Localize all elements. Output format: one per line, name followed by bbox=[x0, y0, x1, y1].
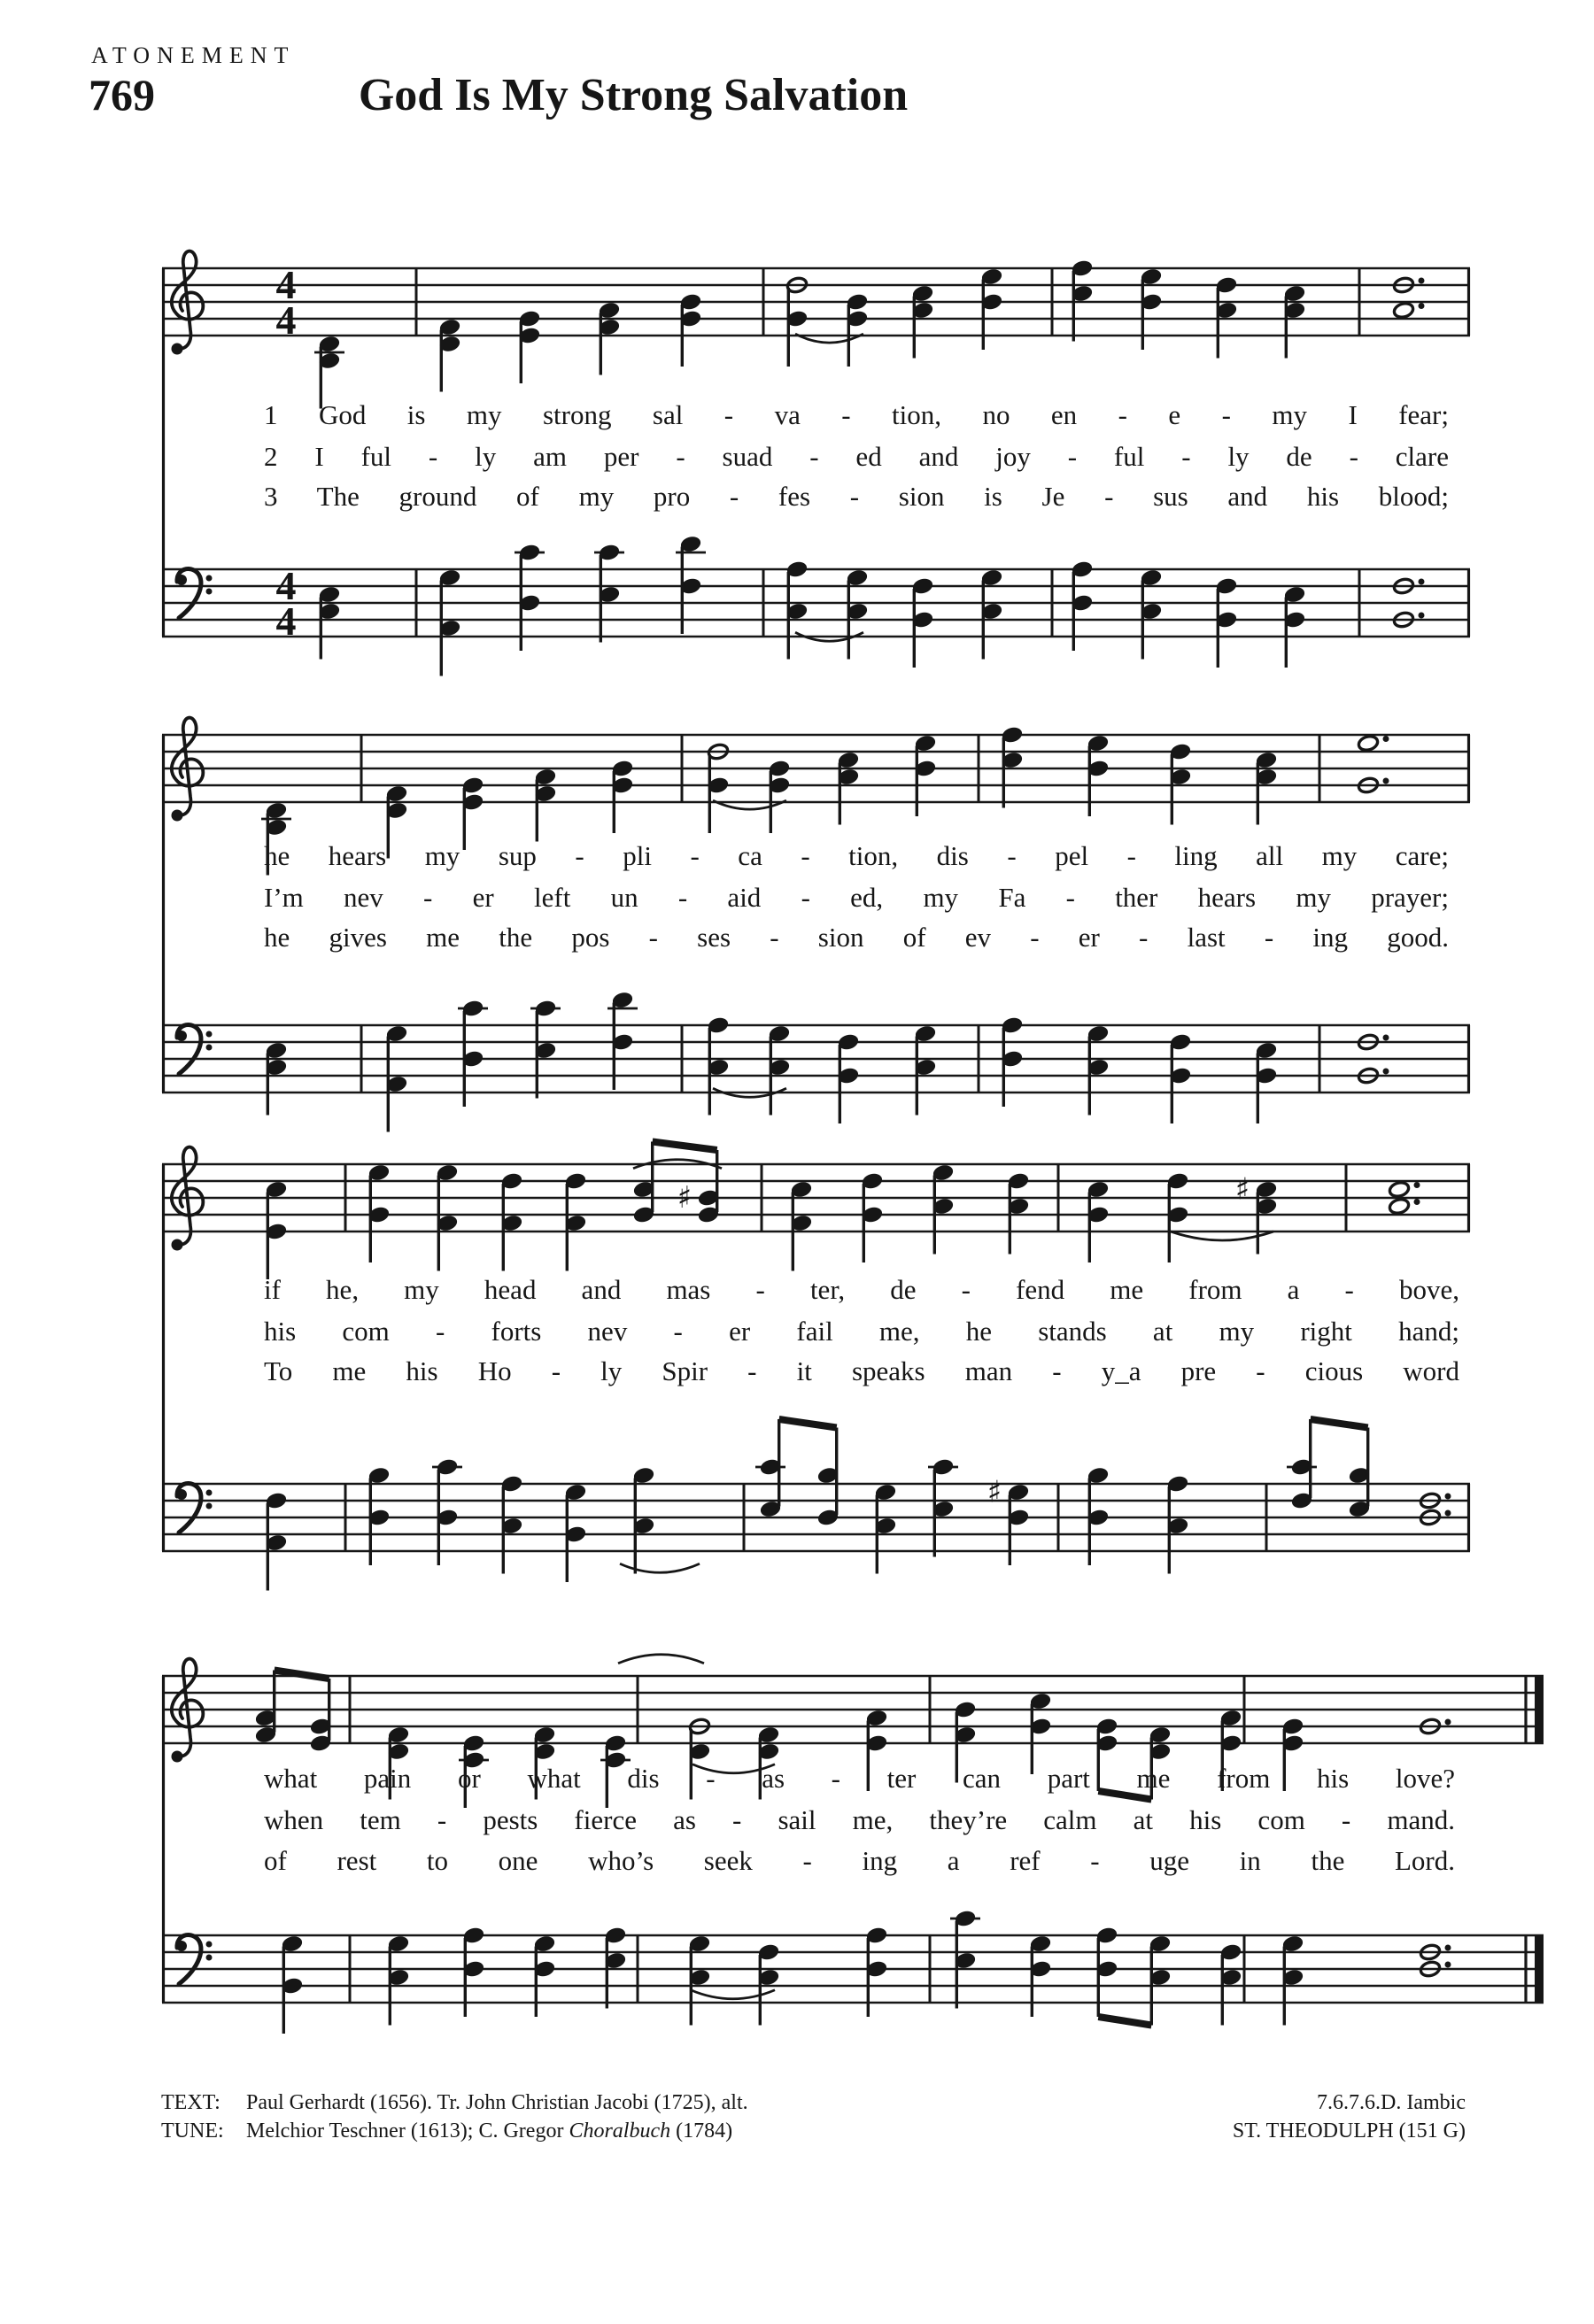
credit-tune-value-italic: Choralbuch bbox=[569, 2119, 671, 2143]
lyric-line: when tem - pests fierce as - sail me, they’re calm at his com - mand. bbox=[264, 1804, 1455, 1835]
lyric-line: if he, my head and mas - ter, de - fend me from a - bove, bbox=[264, 1274, 1459, 1305]
lyric-line: 2 I ful - ly am per - suad - ed and joy - ful - ly de - clare bbox=[264, 441, 1449, 472]
svg-text:4: 4 bbox=[275, 563, 297, 608]
lyric-line: I’m nev - er left un - aid - ed, my Fa - ther hears my prayer; bbox=[264, 882, 1449, 913]
credit-tune-value-post: (1784) bbox=[670, 2119, 733, 2143]
credit-text-line bbox=[161, 2091, 1135, 2115]
svg-text:♯: ♯ bbox=[987, 1474, 1002, 1510]
lyric-line: of rest to one who’s seek - ing a ref - uge in the Lord. bbox=[264, 1845, 1455, 1876]
meter-label: 7.6.7.6.D. Iambic bbox=[1317, 2091, 1466, 2114]
svg-text:♯: ♯ bbox=[677, 1180, 693, 1216]
credit-text-value: Paul Gerhardt (1656). Tr. John Christian Jacobi (1725), alt. bbox=[246, 2091, 748, 2114]
lyric-line: he gives me the pos - ses - sion of ev - er - last - ing good. bbox=[264, 922, 1449, 953]
hymn-number: 769 bbox=[89, 70, 155, 120]
svg-text:4: 4 bbox=[275, 297, 297, 343]
svg-text:♯: ♯ bbox=[1234, 1171, 1250, 1208]
svg-text:4: 4 bbox=[275, 598, 297, 644]
lyric-line: he hears my sup - pli - ca - tion, dis - pel - ling all my care; bbox=[264, 840, 1449, 871]
credit-tune-value-pre: Melchior Teschner (1613); C. Gregor bbox=[246, 2119, 569, 2143]
hymn-title: God Is My Strong Salvation bbox=[358, 70, 909, 120]
lyric-line: 1 God is my strong sal - va - tion, no en - e - my I fear; bbox=[264, 399, 1449, 430]
credit-text-label: TEXT: bbox=[161, 2091, 221, 2114]
lyric-line: what pain or what dis - as - ter can part me from his love? bbox=[264, 1763, 1455, 1794]
tune-name-label: ST. THEODULPH (151 G) bbox=[1232, 2119, 1466, 2143]
section-category: ATONEMENT bbox=[91, 42, 296, 68]
lyric-line: To me his Ho - ly Spir - it speaks man - y_a pre - cious word bbox=[264, 1355, 1459, 1386]
lyric-line: his com - forts nev - er fail me, he stands at my right hand; bbox=[264, 1316, 1459, 1347]
credit-tune-label: TUNE: bbox=[161, 2119, 224, 2143]
svg-text:4: 4 bbox=[275, 262, 297, 307]
credit-tune-line bbox=[161, 2119, 1135, 2143]
lyric-line: 3 The ground of my pro - fes - sion is Je - sus and his blood; bbox=[264, 481, 1449, 512]
